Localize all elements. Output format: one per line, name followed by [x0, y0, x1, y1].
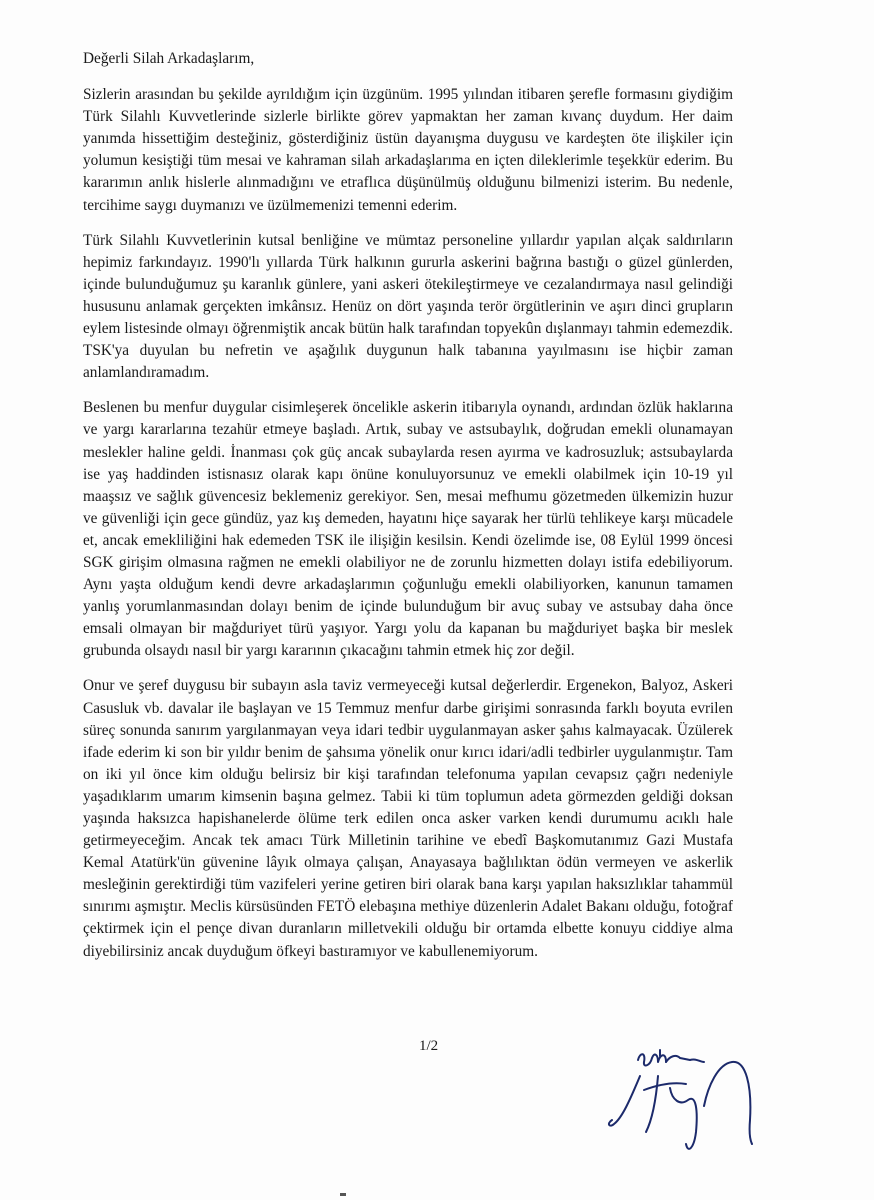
salutation: Değerli Silah Arkadaşlarım,: [83, 50, 255, 67]
handwritten-signature: [600, 1040, 770, 1160]
paragraph-2: Türk Silahlı Kuvvetlerinin kutsal benliğine ve mümtaz personeline yıllardır yapılan alçak saldırıların hepimiz farkındayız. 1990'lı yıllarda Türk halkının gururla askerini bağrına bastığı o güzel günlerden, içinde bulunduğumuz şu karanlık günlere, yani askeri ötekileştirmeye ve cezalandırmaya nasıl gelindiği hususunu anlamak gerçekten imkânsız. Henüz on dört yaşında terör örgütlerinin ve aşırı dinci grupların eylem listesinde olmayı öğrenmiştik ancak bütün halk tarafından topyekûn dışlanmayı tahmin edemezdik. TSK'ya duyulan bu nefretin ve aşağılık duygunun halk tabanına yayılmasını ise hiçbir zaman anlamlandıramadım.: [83, 231, 733, 382]
paragraph-1: Sizlerin arasından bu şekilde ayrıldığım için üzgünüm. 1995 yılından itibaren şerefle formasını giydiğim Türk Silahlı Kuvvetlerinde sizlerle birlikte görev yapmaktan her zaman kıvanç duydum. Her daim yanımda hissettiğim desteğiniz, gösterdiğiniz üstün dayanışma duygusu ve kardeşten öte ilişkiler için yolumun kesiştiği tüm mesai ve kahraman silah arkadaşlarıma en içten dileklerimle teşekkür ederim. Bu kararımın anlık hislerle alınmadığını ve etraflıca düşünülmüş olduğunu bilmenizi isterim. Bu nedenle, tercihime saygı duymanızı ve üzülmemenizi temenni ederim.: [83, 86, 733, 214]
paragraph-4: Onur ve şeref duygusu bir subayın asla taviz vermeyeceği kutsal değerlerdir. Ergenekon, Balyoz, Askeri Casusluk vb. davalar ile başlayan ve 15 Temmuz menfur darbe girişimi sonrasında farklı boyuta evrilen süreç sonunda sanırım yargılanmayan veya idari tedbir uygulanmayan asker şahıs kalmayacak. Üzülerek ifade ederim ki son bir yıldır benim de şahsıma yönelik onur kırıcı idari/adli tedbirler uygulanmıştır. Tam on iki yıl önce kim olduğu belirsiz bir kişi tarafından telefonuma yapılan cevapsız çağrı nedeniyle yaşadıklarım umarım kimsenin başına gelmez. Tabii ki tüm toplumun adeta görmezden geldiği doksan yaşında haksızca hapishanelerde ölüme terk edilen onca asker varken kendi durumumu acıklı hale getirmeyeceğim. Ancak tek amacı Türk Milletinin tarihine ve ebedî Başkomutanımız Gazi Mustafa Kemal Atatürk'ün güvenine lâyık olmaya çalışan, Anayasaya bağlılıktan ödün vermeyen ve askerlik mesleğinin gerektirdiği tüm vazifeleri yerine getiren biri olarak bana karşı yapılan haksızlıklar tahammül sınırımı aşmıştır. Meclis kürsüsünden FETÖ elebaşına methiye düzenlerin Adalet Bakanı olduğu, fotoğraf çektirmek için el pençe divan duranların milletvekili olduğu bir ortamda elbette konuyu ciddiye alma diyebilirsiniz ancak duyduğum öfkeyi bastıramıyor ve kabullenemiyorum.: [83, 677, 733, 960]
letter-body: [83, 48, 733, 976]
paragraph-3: Beslenen bu menfur duygular cisimleşerek öncelikle askerin itibarıyla oynandı, ardından özlük haklarına ve yargı kararlarına tezahür etmeye başladı. Artık, subay ve astsubaylık, doğrudan emekli olunamayan meslekler haline geldi. İnanması çok güç ancak subaylarda resen ayırma ve kadrosuzluk; astsubaylarda ise yaş haddinden istisnasız olarak kapı önüne konuluyorsunuz ve emekli olabilmek için 10-19 yıl maaşsız ve sağlık güvencesiz beklemeniz gerekiyor. Sen, mesai mefhumu gözetmeden ülkemizin huzur ve güvenliği için gece gündüz, yaz kış demeden, hayatını hiçe sayarak her türlü tehlikeye karşı mücadele et, ancak emekliliğini hak edemeden TSK ile ilişiğin kesilsin. Kendi özelimde ise, 08 Eylül 1999 öncesi SGK girişim olmasına rağmen ne emekli olabiliyor ne de zorunlu hizmetten dolayı istifa edebiliyorum. Aynı yaşta olduğum kendi devre arkadaşlarımın çoğunluğu emekli olabiliyorken, kanunun tamamen yanlış yorumlanmasından dolayı benim de içinde bulunduğum bir avuç subay ve astsubay daha önce emsali olmayan bir mağduriyet türü yaşıyor. Yargı yolu da kapanan bu mağduriyet başka bir meslek grubunda olsaydı nasıl bir yargı kararının çıkacağını tahmin etmek hiç zor değil.: [83, 399, 733, 660]
scan-mark: [340, 1193, 346, 1196]
page-number: 1/2: [419, 1038, 439, 1054]
